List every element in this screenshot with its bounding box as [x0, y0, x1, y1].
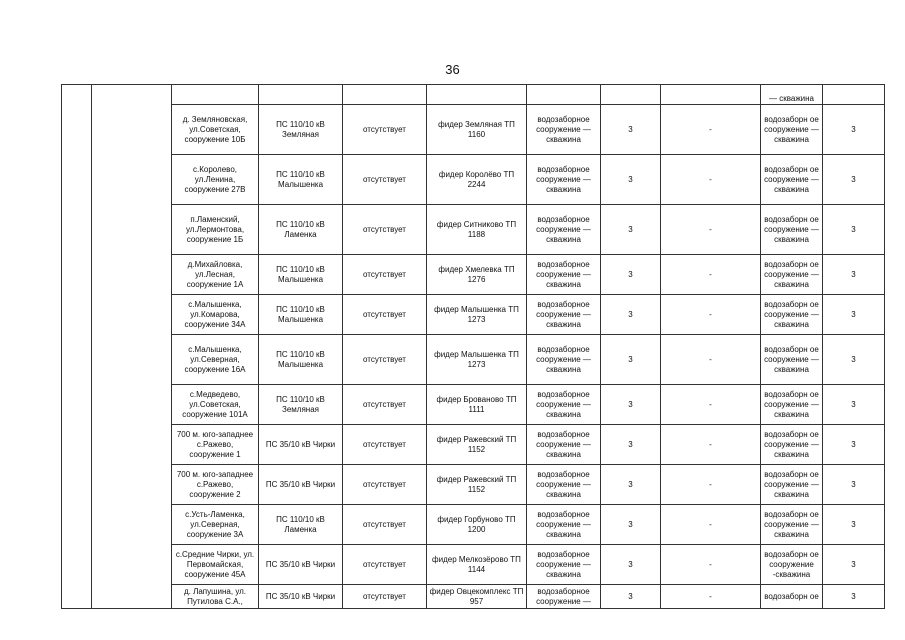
cell-extra: водозаборн ое сооружение — скважина: [761, 505, 823, 545]
table-row: [62, 335, 885, 385]
cell-substation: ПС 110/10 кВ Малышенка: [259, 295, 343, 335]
table-row: [62, 205, 885, 255]
cell-feeder: фидер Ситниково ТП 1188: [427, 205, 527, 255]
cell-extra: водозаборн ое: [761, 585, 823, 609]
cell-extra: водозаборн ое сооружение — скважина: [761, 295, 823, 335]
cell-address: с.Усть-Ламенка, ул.Северная, сооружение 3А: [172, 505, 259, 545]
cell-extra: водозаборн ое сооружение — скважина: [761, 465, 823, 505]
table-row: [62, 155, 885, 205]
cell-substation: ПС 110/10 кВ Земляная: [259, 385, 343, 425]
cell-extra: водозаборн ое сооружение — скважина: [761, 255, 823, 295]
table-row: [62, 295, 885, 335]
blank-cell: [62, 85, 92, 609]
cell-substation: ПС 35/10 кВ Чирки: [259, 585, 343, 609]
cell-count-2: 3: [823, 425, 885, 465]
cell-dash: -: [661, 335, 761, 385]
cell-address: с.Медведево, ул.Советская, сооружение 101А: [172, 385, 259, 425]
cell-count-2: 3: [823, 385, 885, 425]
cell-object: водозаборное сооружение — скважина: [527, 255, 601, 295]
cell-object: водозаборное сооружение — скважина: [527, 545, 601, 585]
cell-count: 3: [601, 295, 661, 335]
cell-extra: водозаборн ое сооружение — скважина: [761, 205, 823, 255]
table-row: [62, 385, 885, 425]
cell-count: 3: [601, 335, 661, 385]
cell-feeder: фидер Мелкозёрово ТП 1144: [427, 545, 527, 585]
cell-count: 3: [601, 105, 661, 155]
cell-feeder: фидер Королёво ТП 2244: [427, 155, 527, 205]
cell-status: отсутствует: [343, 425, 427, 465]
table-row: [62, 425, 885, 465]
cell-address: с.Средние Чирки, ул. Первомайская, сооружение 45А: [172, 545, 259, 585]
cell-count: 3: [601, 545, 661, 585]
cell-count: 3: [601, 585, 661, 609]
cell-substation: ПС 35/10 кВ Чирки: [259, 465, 343, 505]
cell-substation: ПС 110/10 кВ Малышенка: [259, 155, 343, 205]
table-row: [62, 505, 885, 545]
cell-status: отсутствует: [343, 205, 427, 255]
facilities-table: [61, 84, 885, 609]
cell-dash: -: [661, 205, 761, 255]
cell-object: водозаборное сооружение — скважина: [527, 465, 601, 505]
cell-object: водозаборное сооружение — скважина: [527, 295, 601, 335]
cell-status: отсутствует: [343, 465, 427, 505]
cell-feeder: фидер Ражевский ТП 1152: [427, 425, 527, 465]
cell-dash: -: [661, 105, 761, 155]
cell-extra: водозаборн ое сооружение — скважина: [761, 105, 823, 155]
blank-cell: [343, 85, 427, 105]
cell-count: 3: [601, 385, 661, 425]
cell-feeder: фидер Овцекомплекс ТП 957: [427, 585, 527, 609]
cell-object: водозаборное сооружение — скважина: [527, 155, 601, 205]
cell-count-2: 3: [823, 155, 885, 205]
cell-address: с.Королево, ул.Ленина, сооружение 27В: [172, 155, 259, 205]
cell-count: 3: [601, 205, 661, 255]
cell-status: отсутствует: [343, 585, 427, 609]
cell-address: 700 м. юго-западнее с.Ражево, сооружение 1: [172, 425, 259, 465]
cell-status: отсутствует: [343, 385, 427, 425]
cell-dash: -: [661, 155, 761, 205]
table-row: [62, 545, 885, 585]
blank-cell: [823, 85, 885, 105]
cell-feeder: фидер Горбуново ТП 1200: [427, 505, 527, 545]
table-row: [62, 585, 885, 609]
cell-substation: ПС 110/10 кВ Ламенка: [259, 505, 343, 545]
cell-count-2: 3: [823, 585, 885, 609]
cell-feeder: фидер Хмелевка ТП 1276: [427, 255, 527, 295]
cell-address: 700 м. юго-западнее с.Ражево, сооружение 2: [172, 465, 259, 505]
table-row: [62, 255, 885, 295]
cell-object: водозаборное сооружение — скважина: [527, 205, 601, 255]
table-row: [62, 85, 885, 105]
cell-substation: ПС 110/10 кВ Малышенка: [259, 335, 343, 385]
cell-status: отсутствует: [343, 105, 427, 155]
cell-count: 3: [601, 255, 661, 295]
blank-cell: [172, 85, 259, 105]
page-number: 36: [445, 62, 460, 77]
cell-feeder: фидер Брованово ТП 1111: [427, 385, 527, 425]
cell-feeder: фидер Малышенка ТП 1273: [427, 295, 527, 335]
cell-address: п.Ламенский, ул.Лермонтова, сооружение 1Б: [172, 205, 259, 255]
cell-extra: водозаборн ое сооружение — скважина: [761, 335, 823, 385]
cell-address: д. Земляновская, ул.Советская, сооружение 10Б: [172, 105, 259, 155]
cell-address: с.Малышенка, ул.Северная, сооружение 16А: [172, 335, 259, 385]
cell-count-2: 3: [823, 505, 885, 545]
cell-status: отсутствует: [343, 295, 427, 335]
blank-cell: [427, 85, 527, 105]
cell-count: 3: [601, 155, 661, 205]
cell-count-2: 3: [823, 105, 885, 155]
cell-dash: -: [661, 465, 761, 505]
cell-dash: -: [661, 295, 761, 335]
cell-address: д. Лапушина, ул. Путилова С.А.,: [172, 585, 259, 609]
cell-substation: ПС 110/10 кВ Малышенка: [259, 255, 343, 295]
blank-cell: [527, 85, 601, 105]
cell-address: с.Малышенка, ул.Комарова, сооружение 34А: [172, 295, 259, 335]
cell-feeder: фидер Ражевский ТП 1152: [427, 465, 527, 505]
cell-dash: -: [661, 545, 761, 585]
cell-substation: ПС 35/10 кВ Чирки: [259, 425, 343, 465]
cell-count: 3: [601, 465, 661, 505]
blank-cell: [92, 85, 172, 609]
cell-count-2: 3: [823, 335, 885, 385]
cell-extra: водозаборн ое сооружение — скважина: [761, 425, 823, 465]
table-row: [62, 465, 885, 505]
cell-dash: -: [661, 425, 761, 465]
cell-extra: — скважина: [761, 85, 823, 105]
cell-dash: -: [661, 255, 761, 295]
cell-count-2: 3: [823, 205, 885, 255]
cell-substation: ПС 110/10 кВ Ламенка: [259, 205, 343, 255]
cell-status: отсутствует: [343, 255, 427, 295]
cell-feeder: фидер Земляная ТП 1160: [427, 105, 527, 155]
cell-dash: -: [661, 385, 761, 425]
cell-object: водозаборное сооружение — скважина: [527, 335, 601, 385]
cell-status: отсутствует: [343, 505, 427, 545]
cell-extra: водозаборн ое сооружение -скважина: [761, 545, 823, 585]
cell-substation: ПС 35/10 кВ Чирки: [259, 545, 343, 585]
cell-object: водозаборное сооружение — скважина: [527, 385, 601, 425]
table-row: [62, 105, 885, 155]
cell-count-2: 3: [823, 465, 885, 505]
cell-count-2: 3: [823, 545, 885, 585]
blank-cell: [601, 85, 661, 105]
cell-count-2: 3: [823, 295, 885, 335]
cell-count: 3: [601, 505, 661, 545]
blank-cell: [661, 85, 761, 105]
cell-dash: -: [661, 505, 761, 545]
cell-dash: -: [661, 585, 761, 609]
cell-object: водозаборное сооружение — скважина: [527, 105, 601, 155]
cell-address: д.Михайловка, ул.Лесная, сооружение 1А: [172, 255, 259, 295]
blank-cell: [259, 85, 343, 105]
cell-object: водозаборное сооружение — скважина: [527, 425, 601, 465]
cell-status: отсутствует: [343, 335, 427, 385]
cell-count: 3: [601, 425, 661, 465]
cell-count-2: 3: [823, 255, 885, 295]
cell-extra: водозаборн ое сооружение — скважина: [761, 385, 823, 425]
cell-extra: водозаборн ое сооружение — скважина: [761, 155, 823, 205]
cell-feeder: фидер Малышенка ТП 1273: [427, 335, 527, 385]
cell-status: отсутствует: [343, 155, 427, 205]
cell-object: водозаборное сооружение —: [527, 585, 601, 609]
cell-status: отсутствует: [343, 545, 427, 585]
cell-object: водозаборное сооружение — скважина: [527, 505, 601, 545]
cell-substation: ПС 110/10 кВ Земляная: [259, 105, 343, 155]
